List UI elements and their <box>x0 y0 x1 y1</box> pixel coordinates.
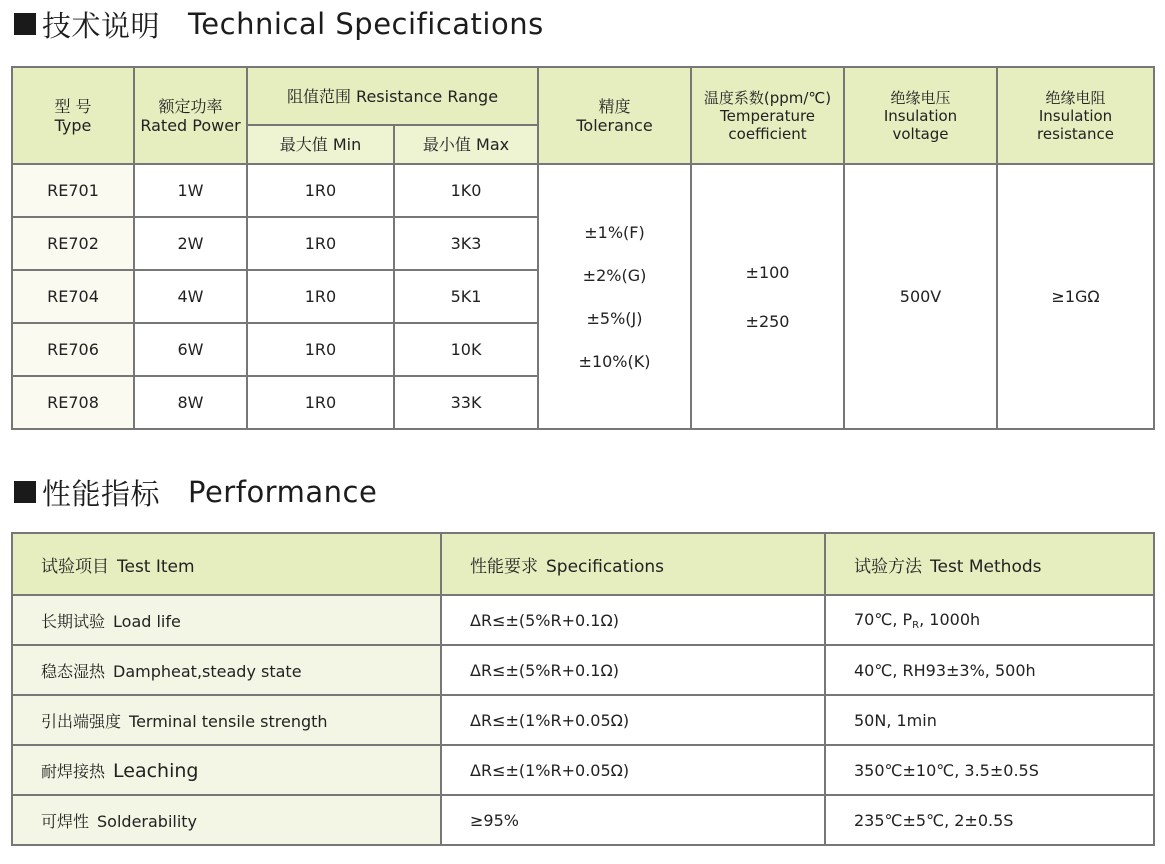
cell-test-item <box>12 745 441 795</box>
header-test-methods <box>825 533 1154 595</box>
cell-min: 1R0 <box>247 164 394 217</box>
header-resistance-range: 阻值范围 Resistance Range <box>247 67 538 125</box>
cell-max: 33K <box>394 376 538 429</box>
header-res-cn: 绝缘电阻 <box>1045 88 1106 107</box>
cell-spec: ≥95% <box>441 795 825 845</box>
cell-power: 1W <box>134 164 247 217</box>
tolerance-value: ±10%(K) <box>578 351 651 371</box>
header-res-en2: resistance <box>1037 124 1114 143</box>
cell-spec: ΔR≤±(5%R+0.1Ω) <box>441 645 825 695</box>
cell-max: 1K0 <box>394 164 538 217</box>
header-power-cn: 额定功率 <box>158 96 223 116</box>
cell-type: RE704 <box>12 270 134 323</box>
cell-spec: ΔR≤±(1%R+0.05Ω) <box>441 695 825 745</box>
header-power-en: Rated Power <box>140 115 241 135</box>
cell-insulation-voltage: 500V <box>844 164 997 429</box>
cell-type: RE706 <box>12 323 134 376</box>
header-insulation-resistance <box>997 67 1154 164</box>
table-row <box>12 595 1154 645</box>
section-title-en: Technical Specifications <box>188 7 544 41</box>
header-tol-cn: 精度 <box>598 96 631 116</box>
section-title-technical-specifications <box>14 4 544 44</box>
cell-type: RE701 <box>12 164 134 217</box>
header-temp-coefficient <box>691 67 844 164</box>
cell-spec: ΔR≤±(5%R+0.1Ω) <box>441 595 825 645</box>
cell-method: 40℃, RH93±3%, 500h <box>825 645 1154 695</box>
cell-test-item <box>12 695 441 745</box>
header-test-item-cn: 试验项目 <box>41 556 109 577</box>
table-row <box>12 745 1154 795</box>
header-tolerance <box>538 67 691 164</box>
header-type-cn: 型 号 <box>54 96 92 116</box>
performance-table <box>11 532 1155 846</box>
method-text: 70℃, P <box>854 609 913 629</box>
cell-max: 5K1 <box>394 270 538 323</box>
tolerance-value: ±1%(F) <box>584 222 645 242</box>
header-specifications <box>441 533 825 595</box>
cell-min: 1R0 <box>247 376 394 429</box>
header-type-en: Type <box>54 115 92 135</box>
header-test-item <box>12 533 441 595</box>
tolerance-value: ±2%(G) <box>582 265 647 285</box>
item-cn: 长期试验 <box>41 611 106 631</box>
header-volt-en1: Insulation <box>883 106 958 125</box>
item-en: Solderability <box>97 811 198 831</box>
cell-min: 1R0 <box>247 270 394 323</box>
cell-temp-coefficient <box>691 164 844 429</box>
header-insulation-voltage <box>844 67 997 164</box>
header-volt-cn: 绝缘电压 <box>890 88 951 107</box>
square-bullet-icon <box>14 481 36 503</box>
item-en: Dampheat,steady state <box>113 661 302 681</box>
method-subscript: R <box>912 619 920 631</box>
cell-tolerance <box>538 164 691 429</box>
cell-method: 350℃±10℃, 3.5±0.5S <box>825 745 1154 795</box>
tolerance-value: ±5%(J) <box>586 308 643 328</box>
header-volt-en2: voltage <box>892 124 949 143</box>
cell-power: 8W <box>134 376 247 429</box>
method-text-rest: , 1000h <box>919 609 981 629</box>
cell-test-item <box>12 645 441 695</box>
cell-test-item <box>12 595 441 645</box>
cell-method: 235℃±5℃, 2±0.5S <box>825 795 1154 845</box>
cell-method <box>825 595 1154 645</box>
header-method-en: Test Methods <box>930 556 1042 577</box>
section-title-cn: 技术说明 <box>42 8 161 43</box>
cell-max: 3K3 <box>394 217 538 270</box>
section-title-cn: 性能指标 <box>42 476 161 511</box>
cell-min: 1R0 <box>247 323 394 376</box>
table-row <box>12 695 1154 745</box>
temp-coefficient-value: ±250 <box>745 311 790 331</box>
header-method-cn: 试验方法 <box>854 556 922 577</box>
cell-test-item <box>12 795 441 845</box>
header-tol-en: Tolerance <box>576 115 653 135</box>
cell-type: RE708 <box>12 376 134 429</box>
header-rated-power <box>134 67 247 164</box>
header-type <box>12 67 134 164</box>
cell-power: 2W <box>134 217 247 270</box>
section-title-en: Performance <box>188 475 378 509</box>
item-cn: 耐焊接热 <box>41 761 106 781</box>
header-spec-en: Specifications <box>546 556 665 577</box>
header-res-en1: Insulation <box>1038 106 1113 125</box>
item-en: Leaching <box>113 759 199 782</box>
header-test-item-en: Test Item <box>117 556 195 577</box>
section-title-performance <box>14 472 377 512</box>
technical-specifications-table <box>11 66 1155 430</box>
cell-method: 50N, 1min <box>825 695 1154 745</box>
header-spec-cn: 性能要求 <box>470 556 538 577</box>
cell-min: 1R0 <box>247 217 394 270</box>
cell-power: 4W <box>134 270 247 323</box>
table-row <box>12 645 1154 695</box>
item-cn: 稳态湿热 <box>41 661 106 681</box>
temp-coefficient-value: ±100 <box>745 262 790 282</box>
cell-insulation-resistance: ≥1GΩ <box>997 164 1154 429</box>
cell-max: 10K <box>394 323 538 376</box>
cell-spec: ΔR≤±(1%R+0.05Ω) <box>441 745 825 795</box>
item-cn: 引出端强度 <box>41 711 122 731</box>
header-max: 最小值 Max <box>394 125 538 164</box>
header-temp-cn: 温度系数(ppm/℃) <box>703 88 832 107</box>
header-temp-en2: coefficient <box>728 124 807 143</box>
table-row <box>12 795 1154 845</box>
header-temp-en1: Temperature <box>720 106 816 125</box>
header-min: 最大值 Min <box>247 125 394 164</box>
table-row <box>12 164 1154 217</box>
square-bullet-icon <box>14 13 36 35</box>
item-en: Terminal tensile strength <box>129 711 328 731</box>
cell-power: 6W <box>134 323 247 376</box>
cell-type: RE702 <box>12 217 134 270</box>
item-cn: 可焊性 <box>41 811 90 831</box>
item-en: Load life <box>113 611 181 631</box>
